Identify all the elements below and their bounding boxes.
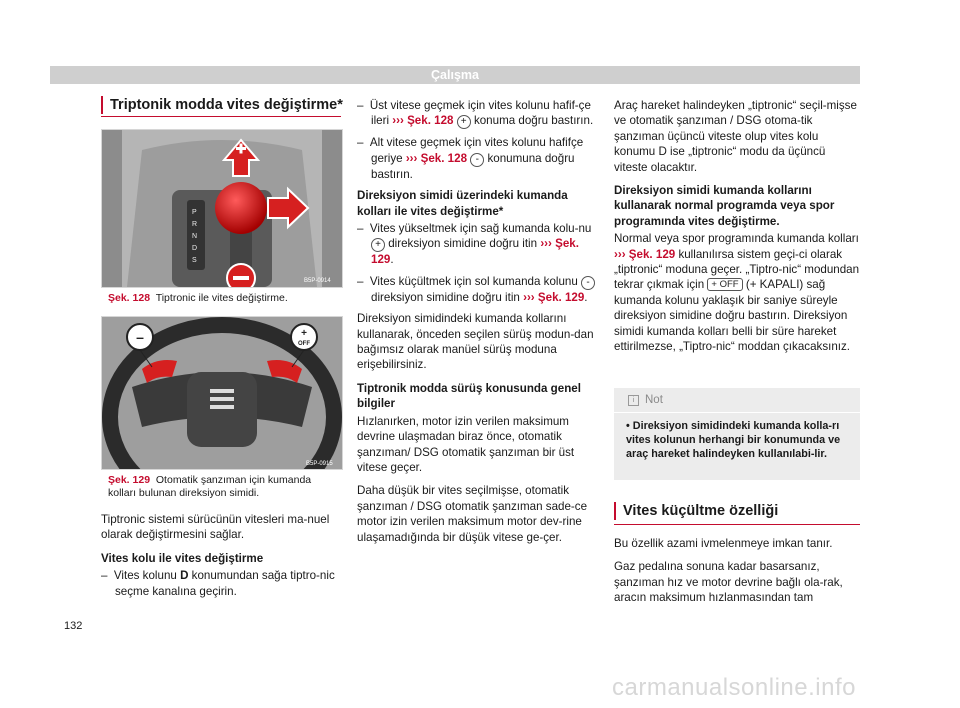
plus-label: + (301, 328, 307, 339)
note-header: i Not (614, 388, 860, 413)
page-number: 132 (64, 620, 83, 632)
minus-symbol: - (470, 153, 484, 167)
subheading-general-info: Tiptronik modda sürüş konusunda genel bilgiler (357, 381, 581, 411)
gear-label-s: S (192, 257, 197, 264)
list-item: – Üst vitese geçmek için vites kolunu hafif-çe ileri ››› Şek. 128 + konuma doğru bastırın. (357, 99, 594, 128)
caption-ref[interactable]: Şek. 128 (108, 292, 151, 304)
section-title: Triptonik modda vites değiştirme* (101, 96, 350, 114)
figure-code: B5P-0914 (304, 278, 331, 284)
paragraph: Normal veya spor programında kumanda kolları ››› Şek. 129 kullanılırsa sistem geçi-ci olarak „tiptronic“ moduna geçer. „Tiptro-nic“ modundan tekrar çıkmak için + OFF (+ KAPALI) sağ kumanda kolunu yaklaşık bir saniye süreyle direksiyon simidine doğru bastırın. Direksiyon simidi kumanda kolları belli bir süre hareket ettirilmezse, „Tiptro-nic“ moddan çıkacaksınız. (614, 232, 860, 354)
figure-128 (101, 129, 343, 288)
plus-symbol: + (457, 115, 471, 129)
chapter-header: Çalışma (50, 66, 860, 84)
intro-paragraph: Tiptronic sistemi sürücünün vitesleri ma-nuel olarak değiştirmesini sağlar. (101, 513, 330, 542)
minus-circle-icon (227, 264, 255, 287)
subheading-normal-sport: Direksiyon simidi kumanda kollarını kullanarak normal programda veya spor programında vites değiştirme. (614, 184, 835, 228)
column-1-text (101, 512, 341, 605)
caption-text: Otomatik şanzıman için kumanda kolları bulunan direksiyon simidi. (108, 474, 312, 499)
list-item: – Vites kolunu D konumundan sağa tiptro-nic seçme kanalına geçirin. (101, 569, 335, 598)
watermark: carmanualsonline.info (612, 674, 856, 701)
gear-label-r: R (192, 221, 198, 228)
figure-link[interactable]: ››› Şek. 129 (371, 237, 579, 267)
paragraph: Araç hareket halindeyken „tiptronic“ seçil-mişse ve otomatik şanzıman / DSG otoma-tik şanzıman üçüncü viteste olup vites kolu konumu D ise „tiptronic“ modu da üçüncü viteste olacaktır. (614, 99, 857, 174)
column-2-text (357, 98, 601, 553)
subheading-gear-lever: Vites kolu ile vites değiştirme (101, 551, 264, 565)
paragraph: Daha düşük bir vites seçilmişse, otomatik şanzıman / DSG otomatik şanzıman sade-ce motor izin verilen maksimum motor dev-rine ulaşamadığında bir düşük vitese ge-çer. (357, 484, 588, 544)
plus-symbol: + (371, 238, 385, 252)
minus-label: – (136, 329, 144, 345)
section-title-downshift: Vites küçültme özelliği (614, 502, 869, 520)
section-title-rule (614, 524, 860, 525)
gear-label-p: P (192, 209, 197, 216)
section-title-rule (101, 116, 341, 117)
note-box (614, 388, 860, 480)
gear-label-n: N (192, 233, 198, 240)
figure-128-caption (108, 292, 338, 305)
info-icon: i (628, 395, 639, 406)
subheading-steering-paddles: Direksiyon simidi üzerindeki kumanda kolları ile vites değiştirme* (357, 189, 568, 218)
column-3-bottom-text (614, 536, 860, 614)
caption-text: Tiptronic ile vites değiştirme. (155, 292, 288, 304)
paragraph: Hızlanırken, motor izin verilen maksimum devrine ulaşmadan biraz önce, otomatik şanzıman/ DSG otomatik şanzıman bir üst vitese geçer. (357, 414, 575, 474)
figure-link[interactable]: ››› Şek. 129 (614, 247, 676, 261)
steering-wheel-illustration (102, 317, 342, 469)
figure-link[interactable]: ››› Şek. 129 (523, 290, 585, 304)
note-body: • Direksiyon simidindeki kumanda kolla-rı vites kolunun herhangi bir konumunda ve araç hareket halindeyken kullanılabi-lir. (626, 420, 841, 460)
list-item: – Vites küçültmek için sol kumanda kolunu - direksiyon simidine doğru itin ››› Şek. 129. (357, 274, 601, 305)
gear-knob (215, 182, 267, 234)
column-3-text (614, 98, 860, 363)
minus-symbol: - (581, 276, 595, 290)
paragraph: Bu özellik azami ivmelenmeye imkan tanır. (614, 537, 833, 550)
figure-129 (101, 316, 343, 470)
gear-lever-illustration (102, 130, 342, 287)
paragraph: Direksiyon simidindeki kumanda kollarını kullanarak, önceden seçilen sürüş modun-dan bağımsız olarak manüel sürüş moduna erişebilirsiniz. (357, 312, 594, 372)
list-item: – Alt vitese geçmek için vites kolunu hafifçe geriye ››› Şek. 128 - konumuna doğru bastırın. (357, 136, 584, 181)
seat-logo-icon (210, 389, 234, 409)
paragraph: Gaz pedalına sonuna kadar basarsanız, şanzıman hız ve motor devrine bağlı ola-rak, aracın maksimum hızlanmasından tam (614, 560, 843, 605)
plus-off-key: + OFF (707, 278, 742, 291)
list-item: – Vites yükseltmek için sağ kumanda kolu-nu + direksiyon simidine doğru itin ››› Şek. 129. (357, 222, 592, 267)
gear-label-d: D (192, 245, 198, 252)
figure-code: B5P-0915 (306, 461, 333, 467)
figure-link[interactable]: ››› Şek. 128 (392, 114, 454, 128)
figure-link[interactable]: ››› Şek. 128 (405, 151, 468, 165)
caption-ref[interactable]: Şek. 129 (108, 474, 151, 486)
figure-129-caption (108, 474, 338, 500)
off-label: OFF (298, 341, 310, 347)
